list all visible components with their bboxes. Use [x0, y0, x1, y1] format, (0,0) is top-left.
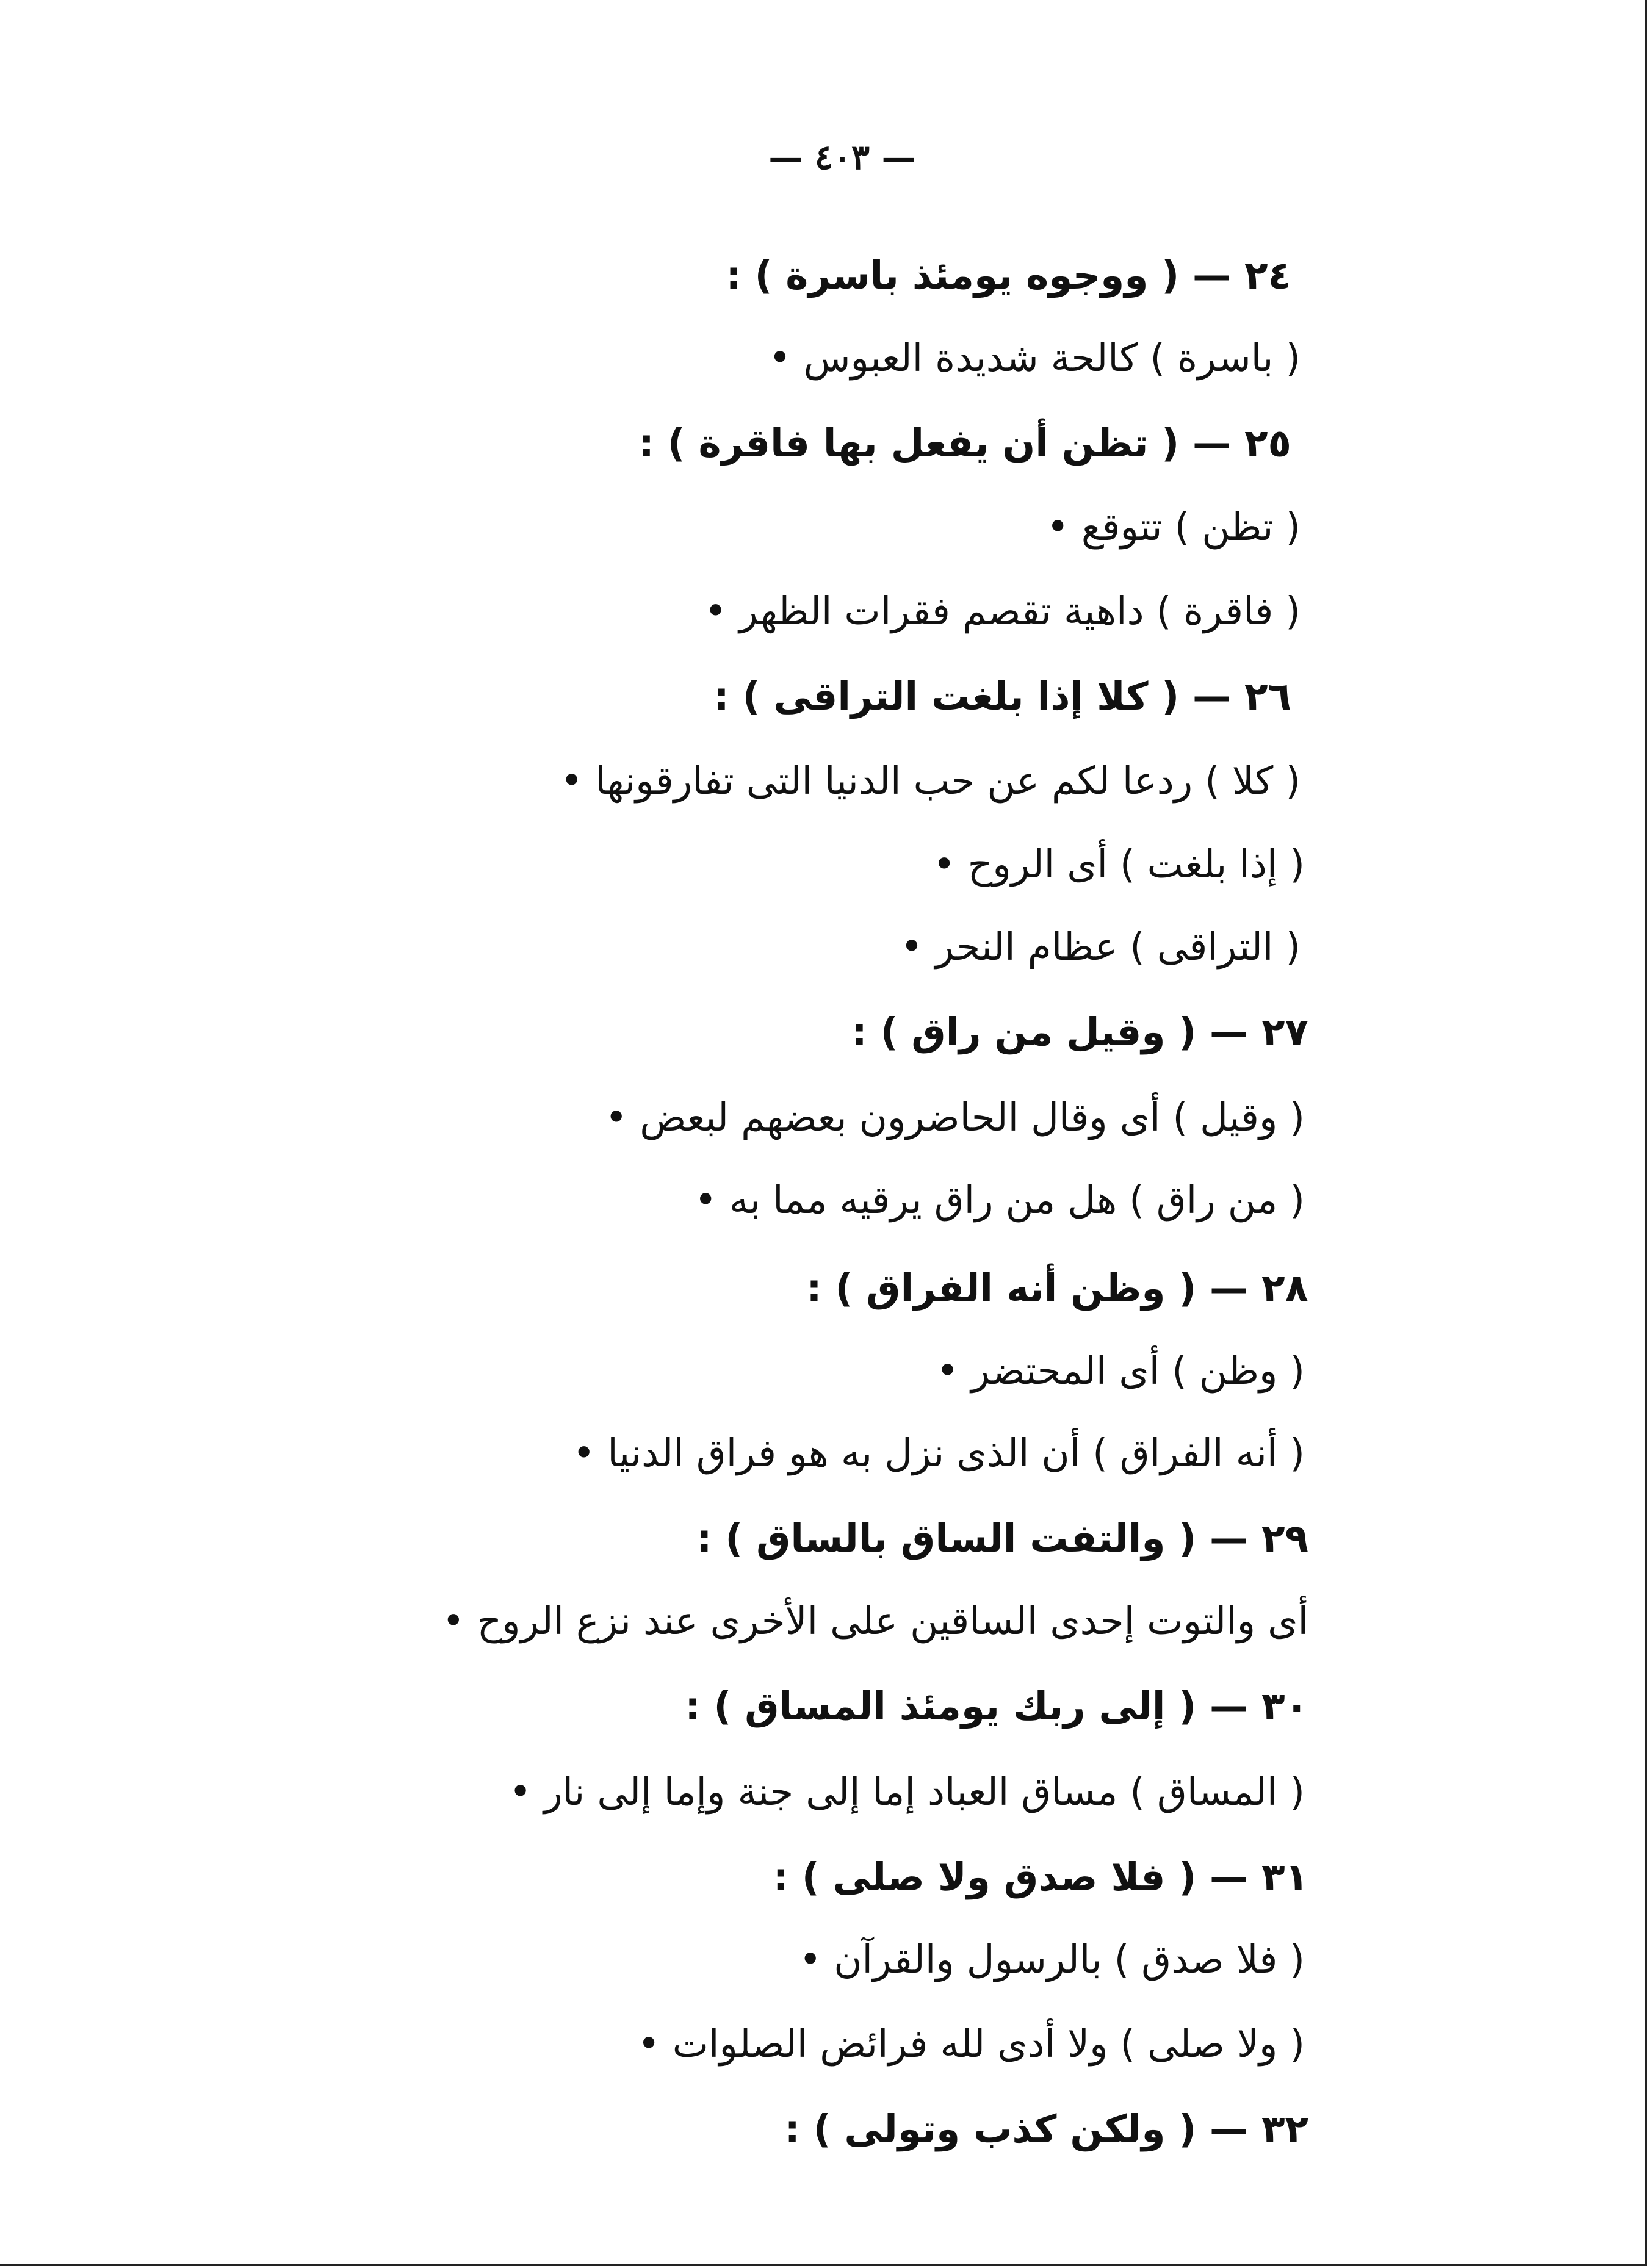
- verse-heading-25: ٢٥ — ( تظن أن يفعل بها فاقرة ) :: [638, 421, 1291, 466]
- gloss-line: ( كلا ) ردعا لكم عن حب الدنيا التى تفارقونها •: [560, 758, 1301, 803]
- gloss-line: ( وظن ) أى المحتضر •: [936, 1348, 1305, 1393]
- gloss-line: ( أنه الفراق ) أن الذى نزل به هو فراق الدنيا •: [572, 1431, 1305, 1475]
- gloss-line: ( المساق ) مساق العباد إما إلى جنة وإما إلى نار •: [509, 1769, 1305, 1814]
- gloss-line: ( فلا صدق ) بالرسول والقرآن •: [799, 1937, 1305, 1982]
- verse-heading-29: ٢٩ — ( والتفت الساق بالساق ) :: [696, 1516, 1308, 1561]
- verse-heading-30: ٣٠ — ( إلى ربك يومئذ المساق ) :: [685, 1684, 1308, 1729]
- verse-heading-28: ٢٨ — ( وظن أنه الفراق ) :: [806, 1266, 1308, 1311]
- page-number: — ٤٠٣ —: [768, 137, 916, 178]
- verse-heading-27: ٢٧ — ( وقيل من راق ) :: [851, 1010, 1308, 1054]
- gloss-line: ( تظن ) تتوقع •: [1046, 505, 1301, 549]
- gloss-line: ( التراقى ) عظام النحر •: [900, 924, 1301, 969]
- gloss-line: ( من راق ) هل من راق يرقيه مما به •: [694, 1178, 1305, 1222]
- verse-heading-26: ٢٦ — ( كلا إذا بلغت التراقى ) :: [713, 674, 1291, 719]
- verse-heading-32: ٣٢ — ( ولكن كذب وتولى ) :: [784, 2107, 1308, 2151]
- gloss-line: ( وقيل ) أى وقال الحاضرون بعضهم لبعض •: [605, 1095, 1305, 1140]
- verse-heading-31: ٣١ — ( فلا صدق ولا صلى ) :: [773, 1855, 1308, 1899]
- gloss-line: ( باسرة ) كالحة شديدة العبوس •: [768, 336, 1301, 380]
- gloss-line: ( إذا بلغت ) أى الروح •: [933, 842, 1305, 887]
- gloss-line: ( فاقرة ) داهية تقصم فقرات الظهر •: [704, 589, 1301, 633]
- gloss-line: أى والتوت إحدى الساقين على الأخرى عند نزع الروح •: [442, 1599, 1308, 1643]
- gloss-line: ( ولا صلى ) ولا أدى لله فرائض الصلوات •: [637, 2021, 1305, 2066]
- verse-heading-24: ٢٤ — ( ووجوه يومئذ باسرة ) :: [726, 253, 1291, 298]
